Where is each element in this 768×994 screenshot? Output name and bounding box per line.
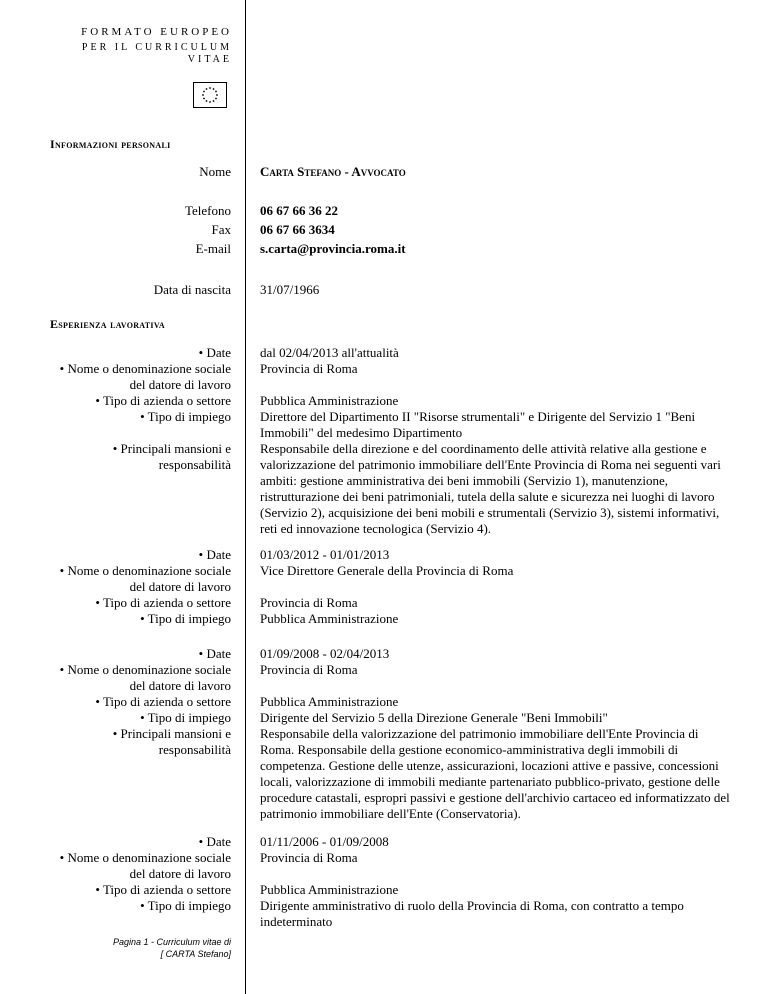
job3-label-date: • Date [198, 646, 231, 661]
job4-impiego: Dirigente amministrativo di ruolo della Provincia di Roma, con contratto a tempo indeterminato [260, 898, 684, 929]
job4-settore: Pubblica Amministrazione [260, 882, 399, 897]
value-telefono: 06 67 66 36 22 [260, 203, 338, 218]
job2-label-datore: • Nome o denominazione sociale del datore di lavoro [59, 563, 231, 594]
job1-label-datore: • Nome o denominazione sociale del datore di lavoro [59, 361, 231, 392]
label-email: E-mail [195, 241, 231, 256]
job3-label-mansioni: • Principali mansioni e responsabilità [112, 726, 231, 757]
value-email: s.carta@provincia.roma.it [260, 241, 406, 256]
job4-label-impiego: • Tipo di impiego [140, 898, 231, 913]
job4-label-settore: • Tipo di azienda o settore [95, 882, 231, 897]
eu-flag-icon [193, 82, 227, 108]
job2-label-impiego: • Tipo di impiego [140, 611, 231, 626]
job3-impiego: Dirigente del Servizio 5 della Direzione Generale "Beni Immobili" [260, 710, 608, 725]
value-nome: Carta Stefano - Avvocato [260, 164, 406, 179]
job4-label-datore: • Nome o denominazione sociale del datore di lavoro [59, 850, 231, 881]
job1-label-settore: • Tipo di azienda o settore [95, 393, 231, 408]
job3-label-datore: • Nome o denominazione sociale del datore di lavoro [59, 662, 231, 693]
job3-settore: Pubblica Amministrazione [260, 694, 399, 709]
job2-settore: Provincia di Roma [260, 595, 358, 610]
job2-label-settore: • Tipo di azienda o settore [95, 595, 231, 610]
job4-datore: Provincia di Roma [260, 850, 358, 865]
label-telefono: Telefono [184, 203, 231, 218]
job2-impiego: Pubblica Amministrazione [260, 611, 399, 626]
header-title: FORMATO EUROPEO [81, 26, 232, 38]
job1-mansioni: Responsabile della direzione e del coordinamento delle attività relative alla gestione e valorizzazione del patrimonio immobiliare dell'Ente Provincia di Roma nei seguenti vari ambiti: gestione amministrativa dei beni immobili (Servizio 1), manutenzione, ristrutturazione dei beni patrimoniali, tutela della salute e sicurezza nei luoghi di lavoro (Servizio 2), acquisizione dei beni mobili e strumentali (Servizio 3), sistemi informativi, reti ed innovazione tecnologica (Servizio 4). [260, 441, 721, 536]
footer-line-2: [ CARTA Stefano] [160, 949, 231, 959]
label-data-nascita: Data di nascita [153, 282, 231, 297]
job1-impiego: Direttore del Dipartimento II "Risorse strumentali" e Dirigente del Servizio 1 "Beni Immobili" del medesimo Dipartimento [260, 409, 696, 440]
page-footer [113, 936, 231, 960]
job4-label-date: • Date [198, 834, 231, 849]
header-subtitle: PER IL CURRICULUM [81, 42, 232, 53]
job3-label-settore: • Tipo di azienda o settore [95, 694, 231, 709]
job3-label-impiego: • Tipo di impiego [140, 710, 231, 725]
job3-date: 01/09/2008 - 02/04/2013 [260, 646, 390, 661]
label-fax: Fax [211, 222, 231, 237]
job4-date: 01/11/2006 - 01/09/2008 [260, 834, 389, 849]
value-data-nascita: 31/07/1966 [260, 282, 320, 297]
job1-label-date: • Date [198, 345, 231, 360]
section-personal: Informazioni personali [50, 137, 171, 151]
job2-label-date: • Date [198, 547, 231, 562]
job3-mansioni: Responsabile della valorizzazione del patrimonio immobiliare dell'Ente Provincia di Roma. Responsabile della gestione economico-amministrativa degli immobili di competenza. Gestione delle utenze, assicurazioni, locazioni attive e passive, concessioni locali, valorizzazione di immobili mediante partenariato pubblico-privato, gestione delle procedure catastali, espropri passivi e gestione dell'archivio cartaceo ed informatizzato del patrimonio immobiliare dell'Ente (Conservatoria). [260, 726, 730, 821]
section-experience: Esperienza lavorativa [50, 317, 165, 331]
job2-datore: Vice Direttore Generale della Provincia di Roma [260, 563, 514, 578]
job1-label-mansioni: • Principali mansioni e responsabilità [112, 441, 231, 472]
job3-datore: Provincia di Roma [260, 662, 358, 677]
job1-label-impiego: • Tipo di impiego [140, 409, 231, 424]
job1-datore: Provincia di Roma [260, 361, 358, 376]
header-subtitle-2: VITAE [187, 54, 232, 65]
job1-date: dal 02/04/2013 all'attualità [260, 345, 399, 360]
label-nome: Nome [199, 164, 231, 179]
value-fax: 06 67 66 3634 [260, 222, 335, 237]
footer-line-1: Pagina 1 - Curriculum vitae di [112, 937, 231, 947]
job2-date: 01/03/2012 - 01/01/2013 [260, 547, 390, 562]
job1-settore: Pubblica Amministrazione [260, 393, 399, 408]
column-divider [245, 0, 246, 994]
